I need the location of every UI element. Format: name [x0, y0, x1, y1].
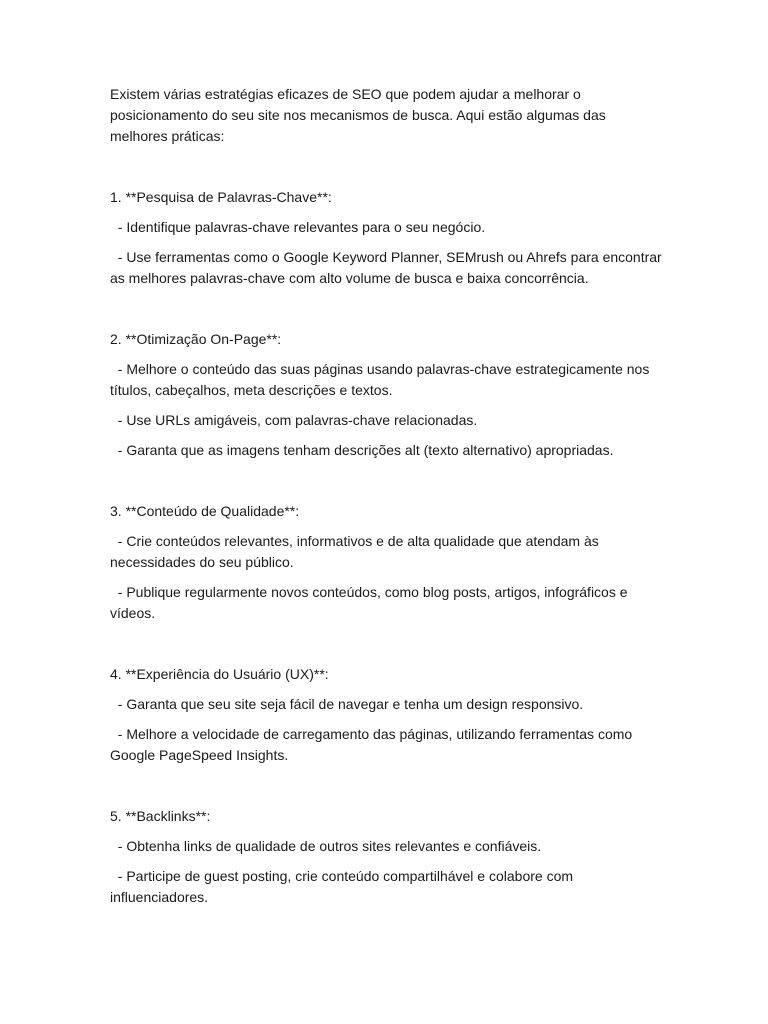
bullet-item: - Crie conteúdos relevantes, informativos e de alta qualidade que atendam às necessidades do seu público. — [110, 533, 603, 570]
section-heading: 1. **Pesquisa de Palavras-Chave**: — [110, 189, 332, 205]
section-heading: 4. **Experiência do Usuário (UX)**: — [110, 666, 329, 682]
section-user-experience — [110, 664, 662, 766]
section-heading: 2. **Otimização On-Page**: — [110, 331, 282, 347]
intro-paragraph: Existem várias estratégias eficazes de SEO que podem ajudar a melhorar o posicionamento do seu site nos mecanismos de busca. Aqui estão algumas das melhores práticas: — [110, 86, 610, 144]
section-heading: 3. **Conteúdo de Qualidade**: — [110, 503, 300, 519]
section-quality-content — [110, 501, 662, 624]
section-keyword-research — [110, 187, 666, 289]
bullet-item: - Use URLs amigáveis, com palavras-chave relacionadas. — [110, 412, 478, 428]
section-on-page-optimization — [110, 329, 662, 461]
section-backlinks — [110, 806, 662, 908]
bullet-item: - Participe de guest posting, crie conteúdo compartilhável e colabore com influenciadores. — [110, 868, 577, 905]
bullet-item: - Melhore o conteúdo das suas páginas usando palavras-chave estrategicamente nos títulos, cabeçalhos, meta descrições e textos. — [110, 361, 654, 398]
bullet-item: - Identifique palavras-chave relevantes para o seu negócio. — [110, 219, 486, 235]
bullet-item: - Melhore a velocidade de carregamento das páginas, utilizando ferramentas como Google PageSpeed Insights. — [110, 726, 637, 763]
bullet-item: - Publique regularmente novos conteúdos, como blog posts, artigos, infográficos e vídeos. — [110, 584, 632, 621]
document-page — [110, 84, 666, 908]
bullet-item: - Garanta que seu site seja fácil de navegar e tenha um design responsivo. — [110, 696, 584, 712]
bullet-item: - Garanta que as imagens tenham descrições alt (texto alternativo) apropriadas. — [110, 442, 614, 458]
section-heading: 5. **Backlinks**: — [110, 808, 211, 824]
bullet-item: - Obtenha links de qualidade de outros sites relevantes e confiáveis. — [110, 838, 542, 854]
bullet-item: - Use ferramentas como o Google Keyword Planner, SEMrush ou Ahrefs para encontrar as melhores palavras-chave com alto volume de busca e baixa concorrência. — [110, 249, 666, 286]
